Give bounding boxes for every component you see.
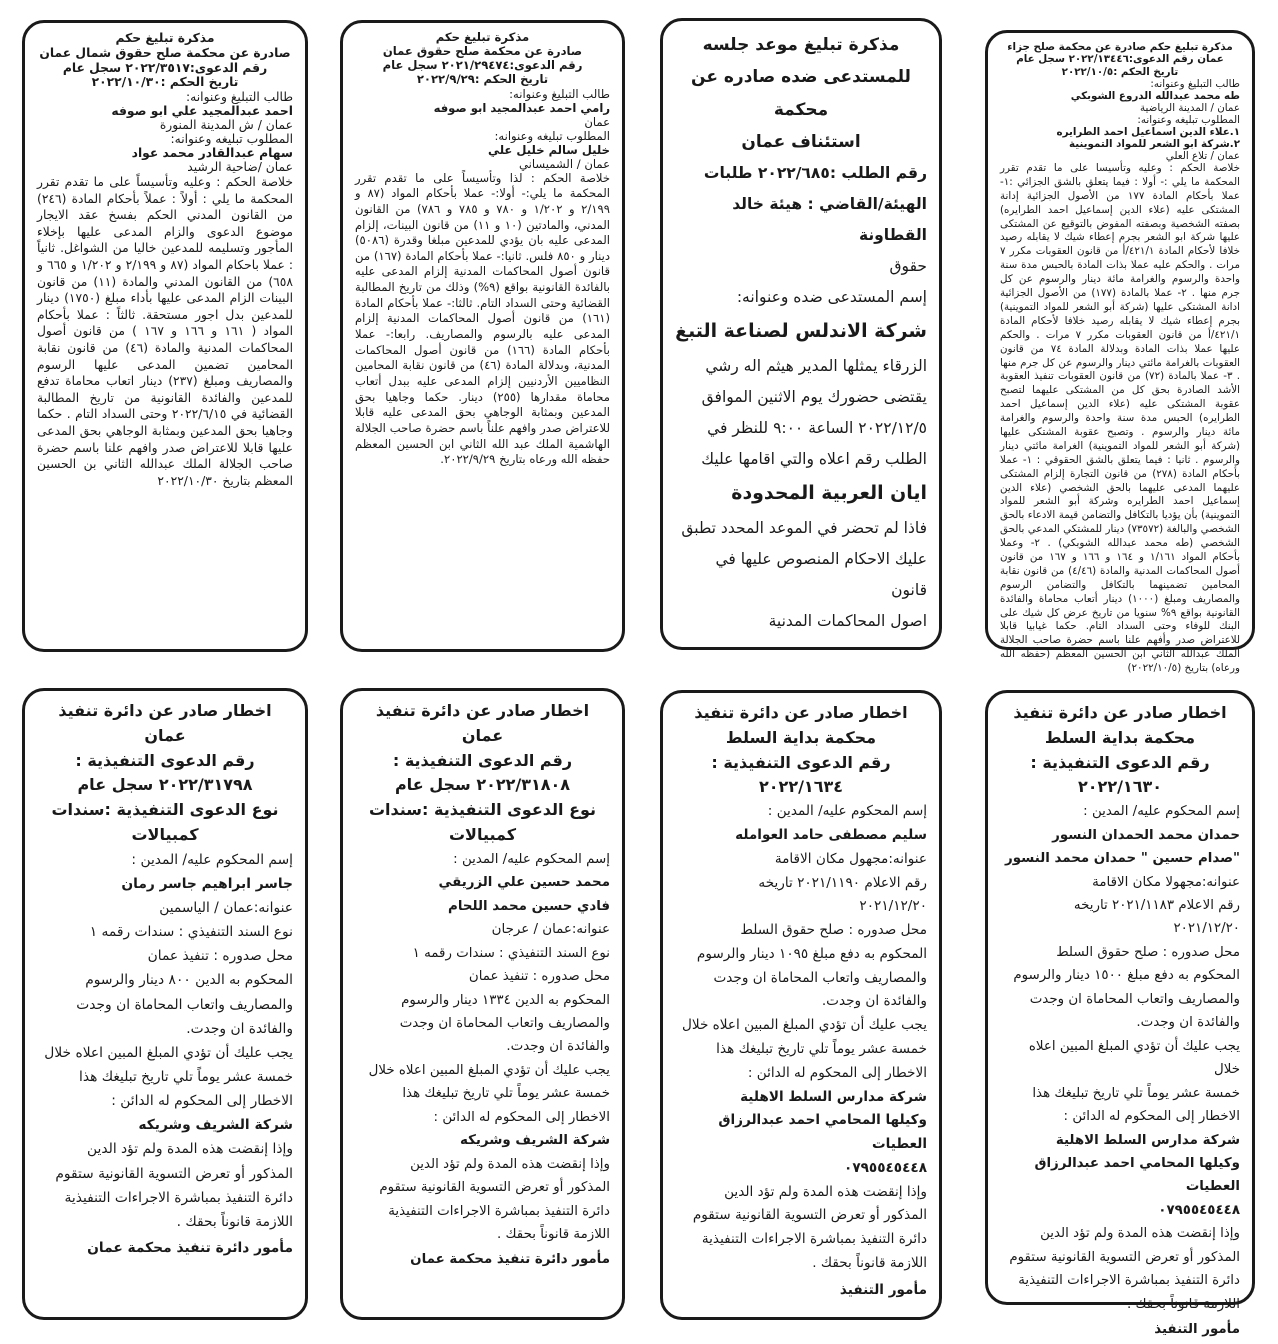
warning-line-2: المذكور أو تعرض التسوية القانونية ستقوم: [55, 1165, 293, 1182]
plaintiff-name: ايان العربية المحدودة: [731, 482, 927, 504]
judgment-date: تاريخ الحكم :٢٠٢٢/١٠/٣٠: [91, 75, 239, 90]
creditor-lawyer: وكيلها المحامي احمد عبدالرزاق العطيات: [718, 1112, 927, 1153]
court-name: محكمة بداية السلط: [725, 727, 877, 747]
requester-name: احمد عبدالمجيد علي ابو صوفه: [111, 104, 293, 118]
judgment-number: رقم الاعلام ٢٠٢١/١١٨٣ تاريخه: [1073, 898, 1240, 913]
creditor-label: الاخطار إلى المحكوم له الدائن :: [111, 1093, 293, 1110]
recipient-address: عمان / الشميساني: [518, 156, 610, 171]
requester-label: طالب التبليغ وعنوانه:: [1150, 78, 1240, 91]
notice-execution-amman-31798: [22, 688, 308, 1320]
requester-label: طالب التبليغ وعنوانه:: [509, 86, 610, 101]
amount-line-2: والمصاريف واتعاب المحاماة ان وجدت: [76, 996, 293, 1013]
warning-line-3: دائرة التنفيذ بمباشرة الاجراءات التنفيذية: [388, 1203, 610, 1219]
debtor-label: إسم المحكوم عليه/ المدين :: [767, 803, 927, 820]
recipient-name: خليل سالم خليل علي: [487, 142, 610, 157]
recipient-name-2: ٢.شركة ابو الشعر للمواد التموينية: [1069, 138, 1240, 151]
warning-line-3: دائرة التنفيذ بمباشرة الاجراءات التنفيذية: [64, 1189, 293, 1206]
hearing-time: ٢٠٢٢/١٢/٥ الساعة ٩:٠٠ للنظر في: [707, 419, 927, 437]
deadline-line-1: يجب عليك أن تؤدي المبلغ المبين اعلاه خلال: [368, 1062, 610, 1078]
case-number: ٢٠٢٢/٣١٨٠٨ سجل عام: [394, 775, 571, 795]
judgment-date: تاريخ الحكم :٢٠٢٢/١٠/٥: [1061, 65, 1179, 78]
case-number: ٢٠٢٢/١٦٣٠: [1078, 777, 1162, 797]
notice-judgment-jerash-criminal: [985, 30, 1255, 675]
respondent-name: شركة الاندلس لصناعة التبغ: [675, 320, 927, 343]
hearing-day: يقتضى حضورك يوم الاثنين الموافق: [701, 388, 927, 406]
recipient-label: المطلوب تبليغه وعنوانه:: [170, 132, 293, 146]
court-name: محكمة بداية السلط: [1044, 727, 1196, 747]
debtor-label: إسم المحكوم عليه/ المدين :: [131, 851, 293, 868]
amount-line-2: والمصاريف واتعاب المحاماة ان وجدت: [1029, 991, 1240, 1007]
creditor-name: شركة مدارس السلط الاهلية: [1055, 1132, 1240, 1148]
recipient-name-1: ١.علاء الدين اسماعيل احمد الطرايره: [1056, 126, 1240, 139]
panel-judge: الهيئة/القاضي : هيئة خالد القطاونة: [732, 195, 927, 245]
debtor-address: عنوانه:عمان / الياسمين: [159, 900, 293, 917]
warning-line-1: وإذا إنقضت هذه المدة ولم تؤد الدين: [87, 1141, 293, 1158]
case-type: نوع الدعوى التنفيذية :سندات كمبيالات: [368, 800, 597, 844]
notice-title: مذكرة تبليغ حكم صادرة عن محكمة صلح جزاء: [1007, 41, 1233, 53]
judgment-summary: خلاصة الحكم : وعليه وتأسيساً على ما تقدم تقرر المحكمة ما يلي : أولاً : عملاً بأحكام المادة (٢٤٦) من القانون المدني الحكم بفسخ عقد الايجار موضوع الدعوى والزام المدعى عليها بإخلاء المأجور وتسليمه للمدعين خاليا من الشواغل. ثانياً : عملا باحكام المواد (٨٧ و ٢/١٩٩ و ١/٢٠٢ و ٦٦٥ و ٦٥٨) من القانون المدني والمادة (١١) من قانون البينات الزام المدعى عليها بأداء مبلغ (١٧٥٠) دينار للمدعين بدل اجور مستحقة. ثالثاً : عملا بأحكام المواد ( ١٦١ و ١٦٦ و ١٦٧ ) من قانون أصول المحاكمات المدنية والمادة (٤٦) من قانون نقابة المحامين تضمين المدعى عليها الرسوم والمصاريف ومبلغ (٢٣٧) دينار اتعاب محاماة تدفع للمدعين والفائدة القانونية من تاريخ المطالبة القضائية في ٢٠٢٢/٦/١٥ وحتى السداد التام . حكما وجاهيا بحق المدعين وبمثابة الوجاهي بحق المدعى عليها قابلا للاعتراض صدر وافهم علنا باسم حضرة صاحب الجلالة الملك عبدالله الثاني بن الحسين المعظم بتاريخ ٢٠٢٢/١٠/٣٠: [37, 175, 294, 488]
panel-type: حقوق: [889, 257, 927, 276]
issuing-court: محل صدوره : صلح حقوق السلط: [740, 922, 927, 939]
warning-line-3: دائرة التنفيذ بمباشرة الاجراءات التنفيذية: [701, 1231, 927, 1248]
warning-line-3: دائرة التنفيذ بمباشرة الاجراءات التنفيذية: [1018, 1273, 1240, 1289]
debtor-address: عنوانه:مجهولا مكان الاقامة: [1092, 874, 1240, 890]
signature: مأمور التنفيذ: [1154, 1322, 1240, 1338]
signature: مأمور دائرة تنفيذ محكمة عمان: [87, 1240, 293, 1257]
amount-line-3: والفائدة ان وجدت.: [186, 1020, 293, 1037]
amount-line-2: والمصاريف واتعاب المحاماة ان وجدت: [713, 969, 927, 986]
debtor-address: عنوانه:مجهول مكان الاقامة: [774, 850, 927, 867]
warning-line-2: المذكور أو تعرض التسوية القانونية ستقوم: [379, 1180, 610, 1196]
court-name: صادرة عن محكمة صلح حقوق عمان: [382, 43, 583, 58]
notice-hearing-appeal: [660, 18, 942, 650]
judgment-date: ٢٠٢١/١٢/٢٠: [859, 898, 927, 915]
debtor-address: عنوانه:عمان / عرجان: [491, 922, 610, 938]
recipient-address: عمان /ضاحية الرشيد: [187, 160, 293, 174]
respondent-representative: الزرقاء يمثلها المدير هيثم اله رشي: [705, 357, 927, 375]
warning-line-1: وإذا إنقضت هذه المدة ولم تؤد الدين: [724, 1183, 927, 1200]
requester-label: طالب التبليغ وعنوانه:: [186, 90, 293, 104]
judgment-summary: خلاصة الحكم : وعليه وتأسيسا على ما تقدم تقرر المحكمة ما يلي :- أولا : فيما يتعلق بالشق الجزائي :١- عملا بأحكام المادة ١٧٧ من الأصول الجزائية إدانة المشتكى عليه (علاء الدين إسماعيل احمد الطرايره) بصفته الشخصية وبصفته المفوض بالتوقيع عن المشتكى عليها شركة ابو الشعر بجرم إعطاء شيك لا يقابله رصيد خلافا لأحكام المادة ٤٢١/١/أ من قانون العقوبات مكرر ٧ مرات . والحكم عليه عملا بذات المادة بالحبس مدة سنة واحدة والرسوم والغرامة مائة دينار والرسوم عن كل جرم منها . ٢- عملا بالمادة (١٧٧) من الأصول الجزائية ادانة المشتكى عليها (شركة أبو الشعر للمواد التموينية) بجرم إعطاء شيك لا يقابله رصيد خلافا لأحكام المادة ٤٢١/١/أ من قانون العقوبات مكرر ٧ مرات . والحكم عليها عملا بذات المادة وبدلالة المادة ٧٤ من قانون العقوبات بالغرامة مائتي دينار والرسوم عن كل جرم منها . ٣- عملا بالمادة (٧٢) من قانون العقوبات تنفيذ العقوبة الأشد الصادرة بحق كل من المشتكى عليهما لتصبح عقوبة المشتكى عليه (علاء الدين إسماعيل احمد الطرايره) الحبس مدة سنة واحدة والرسوم والغرامة مائة دينار والرسوم . وتصبح عقوبة المشتكى عليها (شركة أبو الشعر للمواد التموينية) الغرامة مائتي دينار والرسوم . ثانيا : فيما يتعلق بالشق الحقوقي : ١- عملا بأحكام المادة (٢٧٨) من قانون التجارة إلزام المشتكى عليهما المدعى عليهما بالحق الشخصي (علاء الدين إسماعيل احمد الطرايره وشركة أبو الشعر للمواد التموينية) بأن يؤديا بالتكافل والتضامن قيمة الادعاء بالحق الشخصي والبالغة (٧٣٥٧٢) دينار للمشتكي المدعي بالحق الشخصي (طه محمد عبدالله الشوبكي) . ٢- وعملا بأحكام المواد ١/١٦١ و ١٦٤ و ١٦٦ و ١٦٧ من قانون أصول المحاكمات المدنية والمادة (٤/٤٦) من قانون نقابة المحامين تضمينهما بالتكافل والتضامن الرسوم والمصاريف ومبلغ (١٠٠٠) دينار أتعاب محاماة والفائدة القانونية بواقع ٩% سنويا من تاريخ عرض كل شيك على البنك للوفاء وحتى السداد التام. حكما غيابيا قابلا للاعتراض صدر وأفهم علنا باسم حضرة صاحب الجلالة الملك عبدالله الثاني ابن الحسين المعظم (حفظه الله ورعاه) بتاريخ (٢٠٢٢/١٠/٥): [1000, 162, 1241, 675]
amount-line-1: المحكوم به الدين ١٣٣٤ دينار والرسوم: [401, 992, 610, 1008]
case-number: رقم الدعوى:٢٠٢١/٢٩٤٧٤ سجل عام: [382, 57, 583, 72]
case-number-label: رقم الدعوى التنفيذية :: [75, 750, 255, 770]
deadline-line-2: خمسة عشر يوماً تلي تاريخ تبليغك هذا: [1032, 1085, 1240, 1101]
deadline-line-1: يجب عليك أن تؤدي المبلغ المبين اعلاه خلال: [1028, 1038, 1240, 1078]
case-number: ٢٠٢٢/٣١٧٩٨ سجل عام: [77, 775, 253, 795]
case-number: رقم الدعوى:٢٠٢٢/٣٥١٧ سجل عام: [62, 60, 268, 75]
issuing-office: محل صدوره : تنفيذ عمان: [147, 948, 293, 965]
judgment-date: تاريخ الحكم :٢٠٢٢/٩/٢٩: [416, 71, 549, 86]
amount-line-3: والفائدة ان وجدت.: [1136, 1015, 1240, 1031]
debtor-name: جاسر ابراهيم جاسر رمان: [121, 875, 293, 892]
signature: مأمور دائرة تنفيذ محكمة عمان: [410, 1252, 610, 1268]
notice-title: مذكرة تبليغ حكم: [115, 31, 215, 45]
creditor-label: الاخطار إلى المحكوم له الدائن :: [1063, 1109, 1240, 1125]
amount-line-1: المحكوم به دفع مبلغ ١٠٩٥ دينار والرسوم: [696, 945, 927, 962]
case-number-label: رقم الدعوى التنفيذية :: [392, 750, 573, 770]
deadline-line-1: يجب عليك أن تؤدي المبلغ المبين اعلاه خلال: [44, 1044, 293, 1061]
requester-name: طه محمد عبدالله الدروع الشوبكي: [1070, 90, 1240, 103]
requester-address: عمان: [584, 114, 610, 129]
case-type: نوع الدعوى التنفيذية :سندات كمبيالات: [51, 800, 279, 844]
notice-title: اخطار صادر عن دائرة تنفيذ: [1013, 703, 1227, 722]
notice-subtitle: للمستدعى ضده صادره عن محكمة: [691, 67, 911, 120]
deadline-line-2: خمسة عشر يوماً تلي تاريخ تبليغك هذا: [402, 1086, 610, 1102]
warning-line-1: وإذا إنقضت هذه المدة ولم تؤد الدين: [1040, 1226, 1240, 1242]
court-name: استئناف عمان: [741, 131, 861, 152]
notice-title: اخطار صادر عن دائرة تنفيذ عمان: [58, 701, 272, 745]
debtor-name-1: محمد حسين علي الزريقي: [438, 875, 610, 891]
creditor-phone: ٠٧٩٥٥٤٥٤٤٨: [1158, 1202, 1240, 1218]
debtor-alias: "صدام حسين " حمدان محمد النسور: [1005, 851, 1240, 867]
warning-line-1: فاذا لم تحضر في الموعد المحدد تطبق: [681, 518, 927, 537]
warning-line-2: عليك الاحكام المنصوص عليها في قانون: [715, 549, 927, 599]
case-number-label: رقم الدعوى التنفيذية :: [711, 752, 891, 772]
deadline-line-2: خمسة عشر يوماً تلي تاريخ تبليغك هذا: [716, 1041, 927, 1057]
warning-line-2: المذكور أو تعرض التسوية القانونية ستقوم: [1009, 1249, 1240, 1265]
recipient-address: عمان / تلاع العلي: [1165, 150, 1240, 163]
notice-judgment-north-amman-civil: [22, 20, 308, 652]
deadline-line-1: يجب عليك أن تؤدي المبلغ المبين اعلاه خلال: [681, 1017, 927, 1034]
warning-line-4: اللازمة قانوناً بحقك .: [497, 1227, 610, 1243]
creditor-label: الاخطار إلى المحكوم له الدائن :: [433, 1109, 610, 1125]
notice-execution-salt-1634: [660, 690, 942, 1320]
debtor-name-2: فادي حسين محمد اللحام: [448, 898, 610, 914]
recipient-label: المطلوب تبليغه وعنوانه:: [1137, 114, 1240, 127]
requester-address: عمان / ش المدينة المنورة: [159, 118, 293, 132]
instrument-type: نوع السند التنفيذي : سندات رقمه ١: [89, 924, 293, 941]
deadline-line-2: خمسة عشر يوماً تلي تاريخ تبليغك هذا: [79, 1069, 293, 1086]
creditor-name: شركة مدارس السلط الاهلية: [740, 1088, 927, 1105]
hearing-purpose: الطلب رقم اعلاه والتي اقامها عليك: [701, 450, 927, 468]
notice-execution-amman-31808: [340, 688, 625, 1320]
creditor-name: شركة الشريف وشريكه: [138, 1117, 293, 1134]
judgment-summary: خلاصة الحكم : لذا وتأسيساً على ما تقدم تقرر المحكمة ما يلي:- أولا:- عملا بأحكام المواد (٨٧ و ٢/١٩٩ و ١/٢٠٢ و ٧٨٠ و ٧٨٥ و ٧٨٦) من القانون المدني، والمادتين (١٠ و ١١) من قانون البينات، إلزام المدعى عليه بان يؤدي للمدعين مبلغا وقدرة (٥٠٨٦) دينار و ٨٥٠ فلس. ثانيا:- عملا بأحكام المادة (١٦٧) من قانون أصول المحاكمات المدنية إلزام المدعى عليه بالفائدة القانونية بواقع (٩%) وذلك من تاريخ المطالبة القضائية وحتى السداد التام. ثالثا:- عملا بأحكام المادة (١٦١) من قانون أصول المحاكمات المدنية إلزام المدعى عليه بالرسوم والمصاريف. رابعا:- عملا بأحكام المادة (١٦٦) من قانون أصول المحاكمات المدنية، وبدلالة المادة (٤٦) من قانون نقابة المحامين النظاميين الأردنيين إلزام المدعى عليه ببدل أتعاب محاماة مقدارها (٢٥٥) دينار. حكما وجاهيا بحق المدعين وبمثابة الوجاهي بحق المدعى عليه قابلا للاعتراض صدر وافهم علناً باسم حضرة صاحب الجلالة الهاشمية الملك عبد الله الثاني ابن الحسين المعظم حفظه الله ورعاه بتاريخ ٢٠٢٢/٩/٢٩.: [355, 170, 610, 467]
creditor-label: الاخطار إلى المحكوم له الدائن :: [747, 1064, 927, 1081]
creditor-lawyer: وكيلها المحامي احمد عبدالرزاق العطيات: [1034, 1155, 1240, 1195]
signature: مأمور التنفيذ: [839, 1281, 927, 1298]
debtor-label: إسم المحكوم عليه/ المدين :: [1083, 804, 1240, 820]
instrument-type: نوع السند التنفيذي : سندات رقمه ١: [412, 945, 610, 961]
notice-execution-salt-1630: [985, 690, 1255, 1338]
notice-title: اخطار صادر عن دائرة تنفيذ عمان: [375, 701, 590, 745]
judgment-number: رقم الاعلام ٢٠٢١/١١٩٠ تاريخه: [758, 874, 927, 891]
notice-title: مذكرة تبليغ موعد جلسه: [702, 35, 900, 55]
warning-line-4: اللازمة قانوناً بحقك .: [1127, 1296, 1240, 1312]
warning-line-3: اصول المحاكمات المدنية: [768, 611, 927, 630]
issuing-court: محل صدوره : صلح حقوق السلط: [1056, 944, 1240, 960]
request-number: رقم الطلب :٢٠٢٢/٦٨٥ طلبات: [703, 164, 927, 183]
requester-address: عمان / المدينة الرياضية: [1140, 102, 1240, 115]
amount-line-3: والفائدة ان وجدت.: [821, 993, 927, 1010]
creditor-name: شركة الشريف وشريكه: [459, 1133, 610, 1149]
amount-line-1: المحكوم به دفع مبلغ ١٥٠٠ دينار والرسوم: [1013, 968, 1240, 984]
case-number: ٢٠٢٢/١٦٣٤: [759, 777, 843, 797]
issuing-office: محل صدوره : تنفيذ عمان: [468, 969, 610, 985]
debtor-label: إسم المحكوم عليه/ المدين :: [453, 851, 610, 867]
court-name: صادرة عن محكمة صلح حقوق شمال عمان: [39, 45, 291, 60]
case-number: عمان رقم الدعوى:٢٠٢٢/١٣٤٤٦ سجل عام: [1016, 53, 1224, 66]
warning-line-4: اللازمة قانوناً بحقك .: [812, 1255, 927, 1272]
judgment-date: ٢٠٢١/١٢/٢٠: [1173, 921, 1240, 937]
amount-line-3: والفائدة ان وجدت.: [506, 1039, 610, 1055]
debtor-name: سليم مصطفى حامد العوامله: [735, 826, 927, 843]
notice-title: مذكرة تبليغ حكم: [435, 30, 530, 44]
recipient-name: سهام عبدالقادر محمد عواد: [131, 146, 293, 160]
amount-line-2: والمصاريف واتعاب المحاماة ان وجدت: [399, 1015, 610, 1031]
recipient-label: المطلوب تبليغه وعنوانه:: [494, 128, 610, 143]
notice-judgment-amman-civil: [340, 20, 625, 652]
respondent-label: إسم المستدعى ضده وعنوانه:: [736, 288, 927, 307]
creditor-phone: ٠٧٩٥٥٤٥٤٤٨: [844, 1159, 927, 1176]
warning-line-4: اللازمة قانوناً بحقك .: [176, 1213, 293, 1230]
debtor-name: حمدان محمد الحمدان النسور: [1052, 827, 1240, 843]
amount-line-1: المحكوم به الدين ٨٠٠ دينار والرسوم: [85, 972, 293, 989]
notice-title: اخطار صادر عن دائرة تنفيذ: [694, 703, 908, 722]
warning-line-1: وإذا إنقضت هذه المدة ولم تؤد الدين: [410, 1156, 610, 1172]
requester-name: رامي احمد عبدالمجيد ابو صوفه: [433, 100, 610, 115]
case-number-label: رقم الدعوى التنفيذية :: [1030, 752, 1210, 772]
warning-line-2: المذكور أو تعرض التسوية القانونية ستقوم: [692, 1207, 927, 1224]
